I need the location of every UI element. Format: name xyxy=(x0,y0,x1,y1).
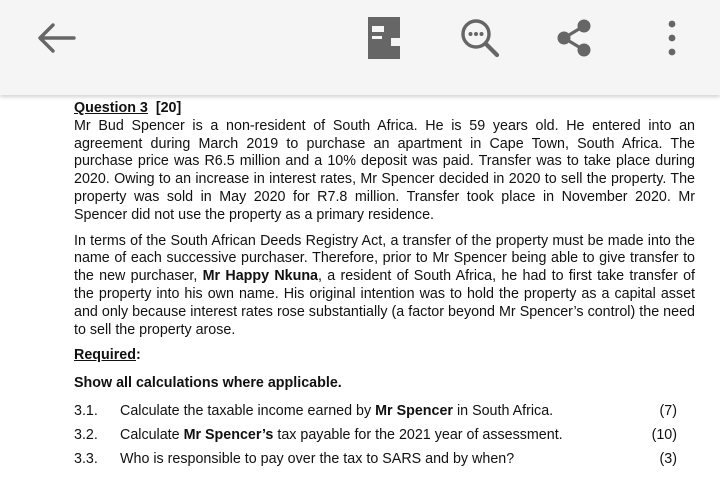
share-button[interactable] xyxy=(548,12,600,64)
question-marks: (7) xyxy=(659,402,677,419)
question-total-marks: [20] xyxy=(155,100,182,116)
more-options-button[interactable] xyxy=(646,12,698,64)
required-colon: : xyxy=(135,347,141,364)
question-number: 3.3. xyxy=(74,450,98,467)
question-row-2 xyxy=(74,427,695,451)
paragraph-2-part-a: In terms of the South African Deeds Registry Act, a transfer of the property must be made into the name of each successive purchaser. Therefore, prior to Mr Spencer being able to give transfer to the new purchaser, xyxy=(74,232,695,285)
question-text-bold: Mr Spencer xyxy=(375,402,453,419)
page-layout-button[interactable] xyxy=(358,12,410,64)
question-title: Question 3 xyxy=(74,100,148,116)
search-button[interactable] xyxy=(454,12,506,64)
share-icon xyxy=(555,18,593,58)
question-text-post: in South Africa. xyxy=(453,402,554,419)
required-label: Required xyxy=(74,347,136,364)
paragraph-2-part-c: , a resident of South Africa, he had to first take transfer of the property into his own name. His original intention was to hold the property as a capital asset and only because interest rates rose substantially (a factor beyond Mr Spencer’s control) the need to sell the property arose. xyxy=(74,268,696,338)
page-layout-icon xyxy=(367,16,401,60)
question-text-bold: Mr Spencer’s xyxy=(183,426,274,443)
question-number: 3.1. xyxy=(74,402,98,419)
question-row-3 xyxy=(74,451,695,475)
paragraph-1: Mr Bud Spencer is a non-resident of South Africa. He is 59 years old. He entered into an agreement during March 2019 to purchase an apartment in Cape Town, South Africa. The purchase price was R6.5 million and a 10% deposit was paid. Transfer was to take place during 2020. Owing to an increase in interest rates, Mr Spencer decided in 2020 to sell the property. The property was sold in May 2020 for R7.8 million. Transfer took place in November 2020. Mr Spencer did not use the property as a primary residence. xyxy=(74,117,695,223)
question-heading xyxy=(74,100,695,118)
question-text-post: tax payable for the 2021 year of assessment. xyxy=(273,426,563,443)
arrow-left-icon xyxy=(36,23,76,53)
document-page xyxy=(74,100,695,475)
required-heading xyxy=(74,347,695,365)
question-marks: (3) xyxy=(659,450,677,467)
show-calculations-note: Show all calculations where applicable. xyxy=(74,375,342,392)
back-button[interactable] xyxy=(30,12,82,64)
question-text xyxy=(120,427,563,445)
top-toolbar xyxy=(0,0,720,95)
question-marks: (10) xyxy=(651,426,677,443)
question-number: 3.2. xyxy=(74,426,98,443)
question-text-pre: Who is responsible to pay over the tax to SARS and by when? xyxy=(120,450,515,467)
question-text xyxy=(120,451,514,469)
magnifier-icon xyxy=(460,18,500,58)
paragraph-2 xyxy=(74,233,695,340)
question-text-pre: Calculate xyxy=(120,426,184,443)
question-text-pre: Calculate the taxable income earned by xyxy=(120,402,376,419)
question-row-1 xyxy=(74,403,695,427)
more-vertical-icon xyxy=(667,20,677,56)
question-text xyxy=(120,403,553,421)
purchaser-name: Mr Happy Nkuna xyxy=(202,268,319,285)
